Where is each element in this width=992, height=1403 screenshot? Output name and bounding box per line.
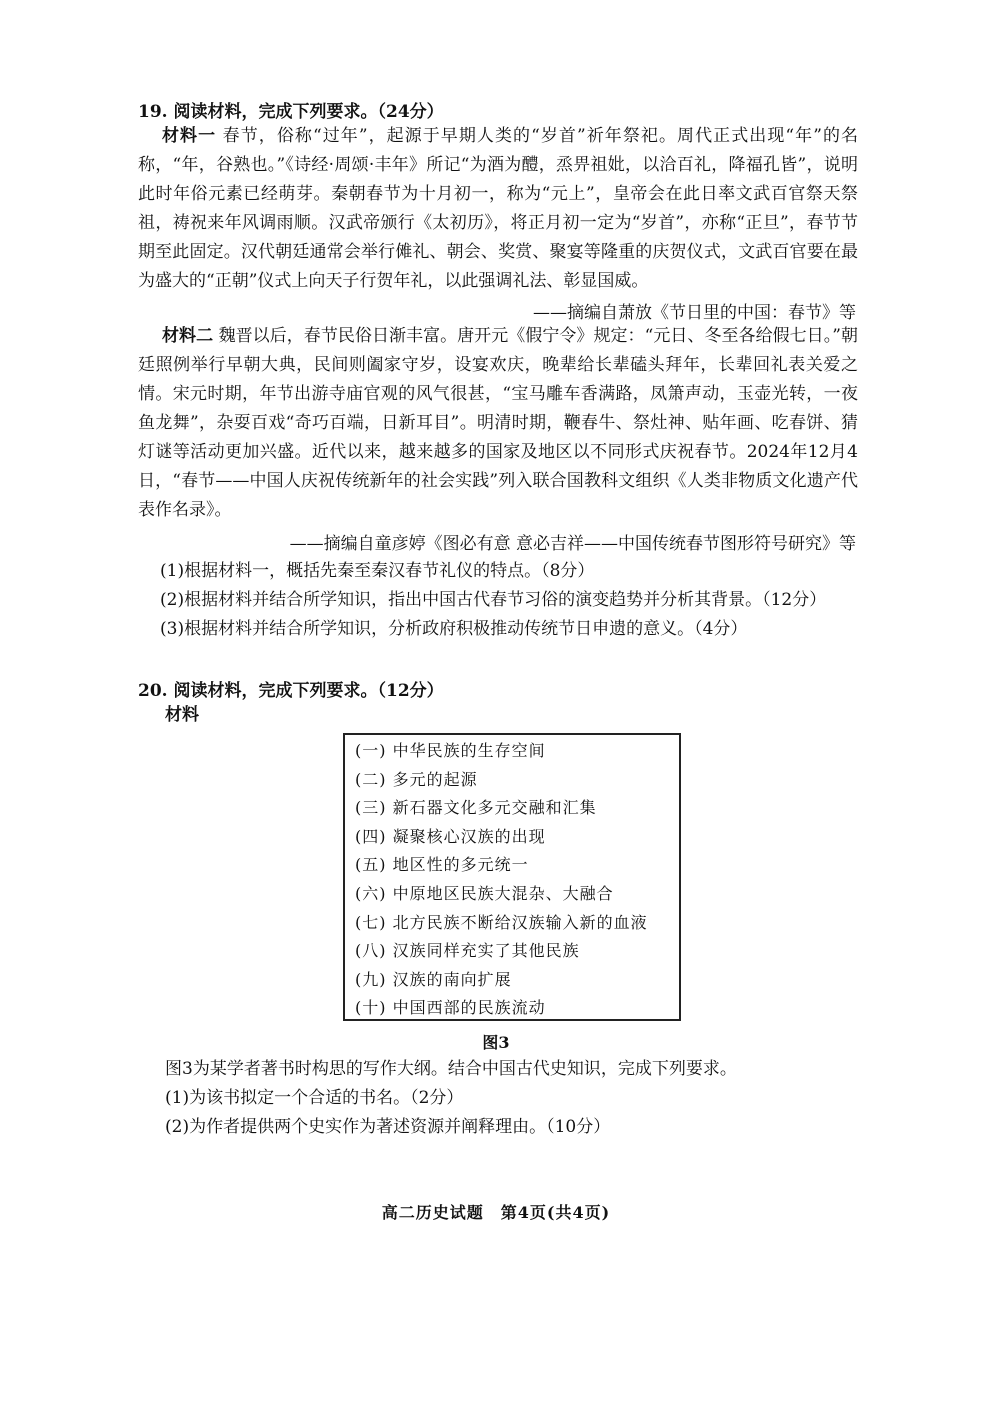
q20-task-1: (1)为该书拟定一个合适的书名。（2分） bbox=[165, 1088, 464, 1108]
q19-task-3: (3)根据材料并结合所学知识，分析政府积极推动传统节日申遗的意义。（4分） bbox=[160, 619, 748, 639]
figure-caption: 图3 bbox=[482, 1033, 510, 1052]
material-2-source: ——摘编自童彦婷《图必有意 意必吉祥——中国传统春节图形符号研究》等 bbox=[289, 534, 856, 554]
outline-item: (六) 中原地区民族大混杂、大融合 bbox=[355, 883, 614, 903]
q19-task-1: (1)根据材料一，概括先秦至秦汉春节礼仪的特点。（8分） bbox=[160, 561, 595, 581]
outline-item: (五) 地区性的多元统一 bbox=[355, 855, 529, 875]
material-1-label: 材料一 bbox=[162, 126, 217, 146]
q19-material-2 bbox=[138, 322, 858, 525]
q20-heading: 20. 阅读材料，完成下列要求。（12分） bbox=[138, 681, 444, 701]
page-footer: 高二历史试题 第4页(共4页) bbox=[381, 1203, 611, 1222]
material-1-text: 春节，俗称“过年”，起源于早期人类的“岁首”祈年祭祀。周代正式出现“年”的名称，“年，谷熟也。”《诗经·周颂·丰年》所记“为酒为醴，烝畀祖妣，以洽百礼，降福孔皆”，说明此时年俗元素已经萌芽。秦朝春节为十月初一，称为“元上”，皇帝会在此日率文武百官祭天祭祖，祷祝来年风调雨顺。汉武帝颁行《太初历》，将正月初一定为“岁首”，亦称“正旦”，春节节期至此固定。汉代朝廷通常会举行傩礼、朝会、奖赏、聚宴等隆重的庆贺仪式，文武百官要在最为盛大的“正朝”仪式上向天子行贺年礼，以此强调礼法、彰显国威。 bbox=[138, 126, 858, 291]
outline-item: (九) 汉族的南向扩展 bbox=[355, 969, 512, 989]
outline-item: (十) 中国西部的民族流动 bbox=[355, 998, 546, 1018]
outline-item: (八) 汉族同样充实了其他民族 bbox=[355, 941, 580, 961]
outline-item: (三) 新石器文化多元交融和汇集 bbox=[355, 798, 597, 818]
q19-material-1 bbox=[138, 122, 858, 296]
q19-task-2: (2)根据材料并结合所学知识，指出中国古代春节习俗的演变趋势并分析其背景。（12分） bbox=[160, 590, 827, 610]
material-2-text: 魏晋以后，春节民俗日渐丰富。唐开元《假宁令》规定：“元日、冬至各给假七日。”朝廷照例举行早朝大典，民间则阖家守岁，设宴欢庆，晚辈给长辈磕头拜年，长辈回礼表关爱之情。宋元时期，年节出游寺庙官观的风气很甚，“宝马雕车香满路，凤箫声动，玉壶光转，一夜鱼龙舞”，杂耍百戏“奇巧百端，日新耳目”。明清时期，鞭春牛、祭灶神、贴年画、吃春饼、猜灯谜等活动更加兴盛。近代以来，越来越多的国家及地区以不同形式庆祝春节。2024年12月4日，“春节——中国人庆祝传统新年的社会实践”列入联合国教科文组织《人类非物质文化遗产代表作名录》。 bbox=[138, 326, 858, 520]
material-1-source: ——摘编自萧放《节日里的中国：春节》等 bbox=[533, 303, 856, 323]
outline-item: (四) 凝聚核心汉族的出现 bbox=[355, 826, 546, 846]
outline-item: (二) 多元的起源 bbox=[355, 769, 478, 789]
material-2-label: 材料二 bbox=[162, 326, 214, 346]
outline-item: (一) 中华民族的生存空间 bbox=[355, 741, 546, 760]
q20-material-label: 材料 bbox=[165, 705, 199, 725]
outline-item: (七) 北方民族不断给汉族输入新的血液 bbox=[355, 912, 648, 932]
q20-intro: 图3为某学者著书时构思的写作大纲。结合中国古代史知识，完成下列要求。 bbox=[165, 1059, 737, 1079]
q20-task-2: (2)为作者提供两个史实作为著述资源并阐释理由。（10分） bbox=[165, 1117, 611, 1137]
writing-outline-figure bbox=[343, 733, 681, 1021]
q19-heading: 19. 阅读材料，完成下列要求。（24分） bbox=[138, 102, 444, 122]
